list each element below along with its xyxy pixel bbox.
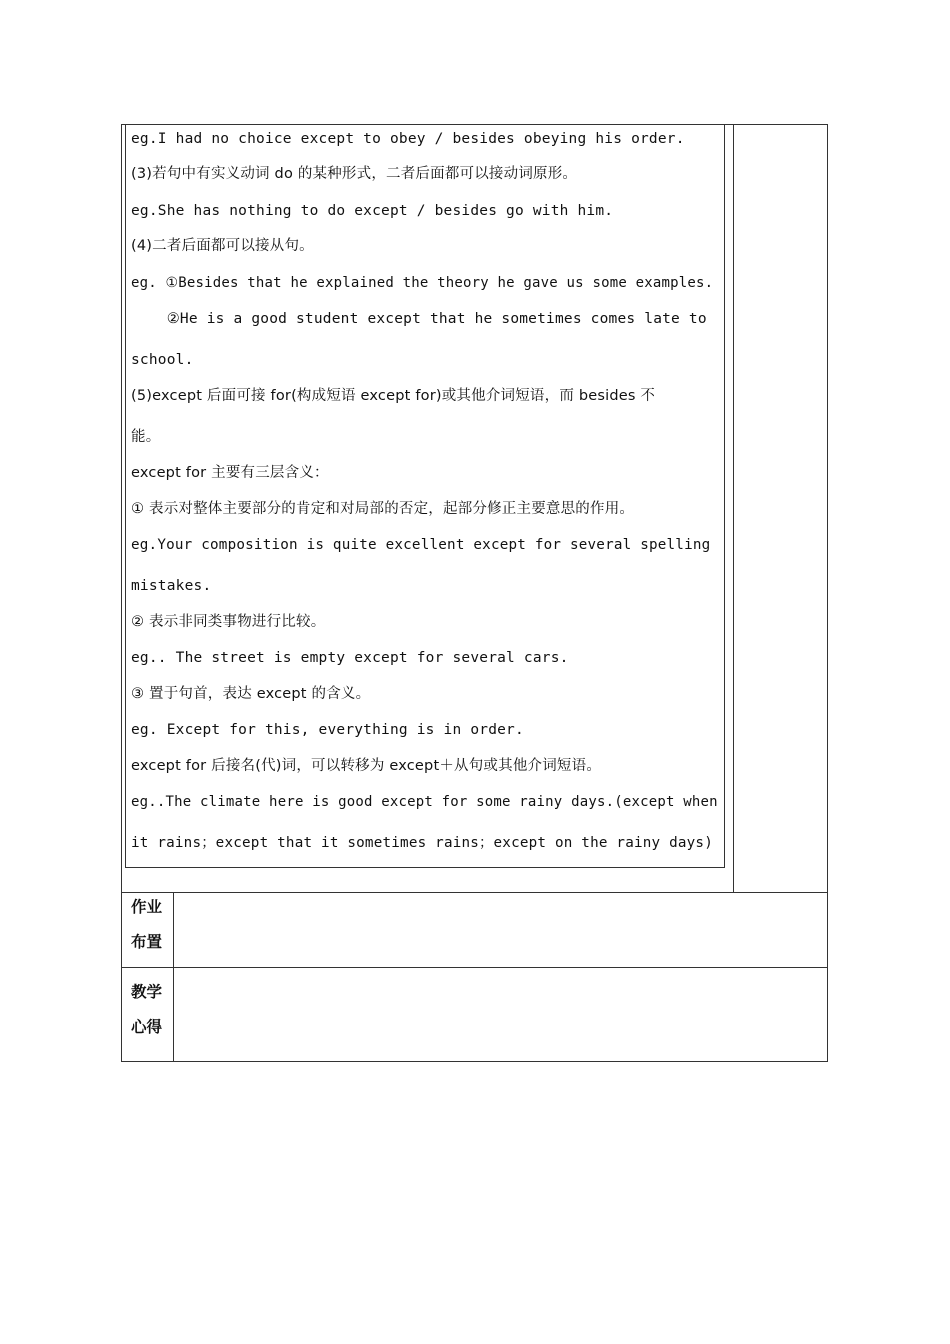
content-line: eg.She has nothing to do except / besides go with him.	[131, 203, 614, 219]
content-line: eg.. The street is empty except for several cars.	[131, 650, 569, 666]
reflection-label-line1: 教学	[131, 983, 163, 1001]
content-line: 能。	[131, 429, 161, 445]
content-line: it rains；except that it sometimes rains；except on the rainy days)	[131, 835, 713, 851]
content-line: (3)若句中有实义动词 do 的某种形式，二者后面都可以接动词原形。	[131, 166, 578, 182]
content-line: eg. ①Besides that he explained the theory he gave us some examples.	[131, 275, 714, 291]
content-line: (5)except 后面可接 for(构成短语 except for)或其他介词短语，而 besides 不	[131, 388, 656, 404]
reflection-label-line2: 心得	[131, 1018, 163, 1036]
notes-column-divider	[733, 124, 734, 892]
content-line: eg. Except for this, everything is in order.	[131, 722, 524, 738]
content-line: (4)二者后面都可以接从句。	[131, 238, 314, 254]
content-line: ① 表示对整体主要部分的肯定和对局部的否定，起部分修正主要意思的作用。	[131, 501, 635, 517]
content-line: except for 主要有三层含义：	[131, 465, 329, 481]
content-line: ②He is a good student except that he sometimes comes late to	[131, 311, 707, 327]
content-line: ③ 置于句首，表达 except 的含义。	[131, 686, 371, 702]
content-line: eg.Your composition is quite excellent except for several spelling	[131, 537, 711, 553]
row-divider-reflection	[121, 967, 828, 968]
content-line: school.	[131, 352, 194, 368]
content-line: ② 表示非同类事物进行比较。	[131, 614, 326, 630]
row-divider-homework	[121, 892, 828, 893]
content-line: except for 后接名(代)词，可以转移为 except＋从句或其他介词短语。	[131, 758, 602, 774]
content-line: eg.I had no choice except to obey / besides obeying his order.	[131, 131, 685, 147]
homework-label-line1: 作业	[131, 898, 163, 916]
content-line: mistakes.	[131, 578, 212, 594]
homework-label-line2: 布置	[131, 933, 163, 951]
content-line: eg..The climate here is good except for some rainy days.(except when	[131, 794, 718, 810]
label-column-divider	[173, 892, 174, 1062]
